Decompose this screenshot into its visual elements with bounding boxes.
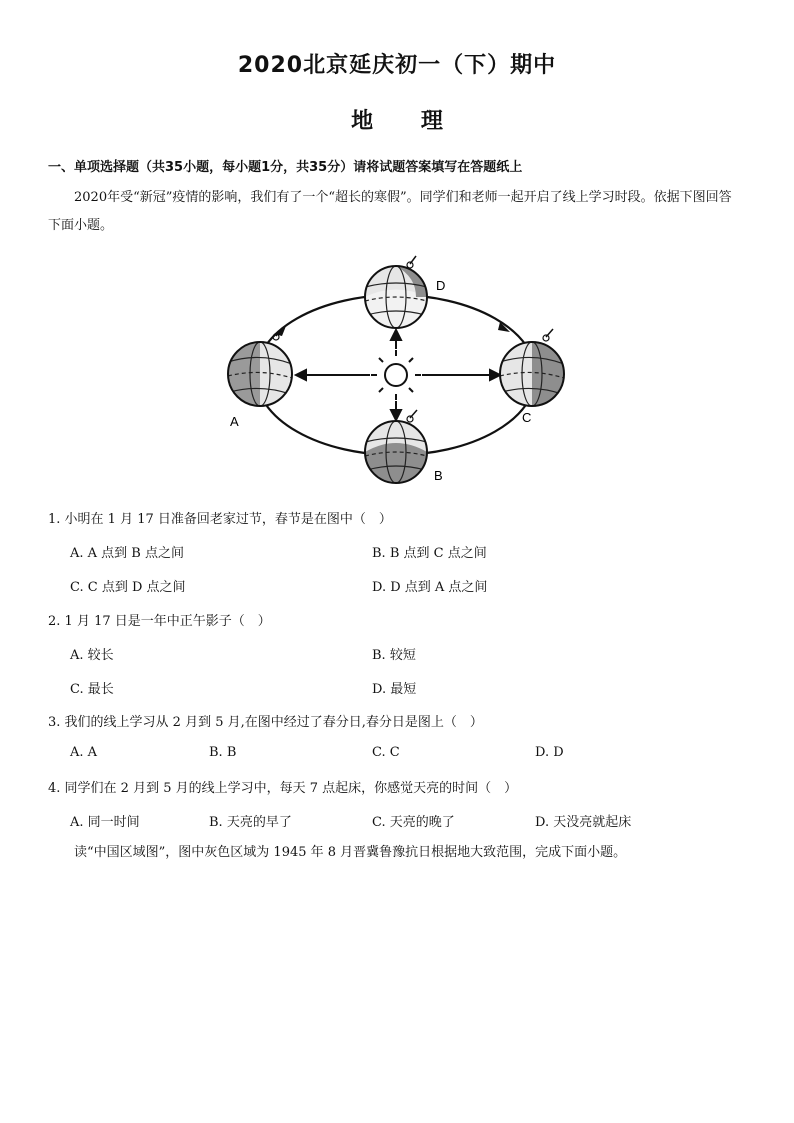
label-b: B <box>434 468 443 483</box>
question-4-stem: 4. 同学们在 2 月到 5 月的线上学习中，每天 7 点起床，你感觉天亮的时间（ ） <box>48 781 518 796</box>
question-2-stem: 2. 1 月 17 日是一年中正午影子（ ） <box>48 614 271 629</box>
q2-option-a[interactable]: A. 较长 <box>70 648 114 663</box>
label-c: C <box>522 410 532 425</box>
subject-title: 地 理 <box>351 109 443 134</box>
q1-option-a[interactable]: A. A 点到 B 点之间 <box>70 546 184 561</box>
question-1-stem: 1. 小明在 1 月 17 日准备回老家过节，春节是在图中（ ） <box>48 512 392 527</box>
q2-option-d[interactable]: D. 最短 <box>372 682 417 697</box>
earth-orbit-diagram <box>220 252 580 492</box>
intro-paragraph: 2020年受“新冠”疫情的影响，我们有了一个“超长的寒假”。同学们和老师一起开启了线上学习时段。依据下图回答下面小题。 <box>48 190 732 233</box>
q3-option-b[interactable]: B. B <box>209 745 237 760</box>
outro-paragraph: 读“中国区域图”，图中灰色区域为 1945 年 8 月晋冀鲁豫抗日根据地大致范围，完成下面小题。 <box>48 845 627 860</box>
q4-option-c[interactable]: C. 天亮的晚了 <box>372 815 455 830</box>
q1-option-c[interactable]: C. C 点到 D 点之间 <box>70 580 186 595</box>
section-heading: 一、单项选择题（共35小题，每小题1分，共35分）请将试题答案填写在答题纸上 <box>48 160 523 175</box>
q4-option-b[interactable]: B. 天亮的早了 <box>209 815 292 830</box>
q1-option-b[interactable]: B. B 点到 C 点之间 <box>372 546 487 561</box>
page-title: 2020北京延庆初一（下）期中 <box>237 53 557 78</box>
label-d: D <box>436 278 446 293</box>
earth-d <box>365 256 427 328</box>
q4-option-d[interactable]: D. 天没亮就起床 <box>535 815 632 830</box>
q3-option-a[interactable]: A. A <box>70 745 98 760</box>
q2-option-c[interactable]: C. 最长 <box>70 682 114 697</box>
question-3-stem: 3. 我们的线上学习从 2 月到 5 月,在图中经过了春分日,春分日是图上（ ） <box>48 715 483 730</box>
q3-option-d[interactable]: D. D <box>535 745 564 760</box>
sun-icon <box>371 350 421 400</box>
q1-option-d[interactable]: D. D 点到 A 点之间 <box>372 580 488 595</box>
q4-option-a[interactable]: A. 同一时间 <box>70 815 140 830</box>
earth-a <box>228 328 294 410</box>
q2-option-b[interactable]: B. 较短 <box>372 648 416 663</box>
q3-option-c[interactable]: C. C <box>372 745 400 760</box>
earth-c <box>500 329 566 410</box>
earth-b <box>365 410 427 483</box>
label-a: A <box>230 414 239 429</box>
